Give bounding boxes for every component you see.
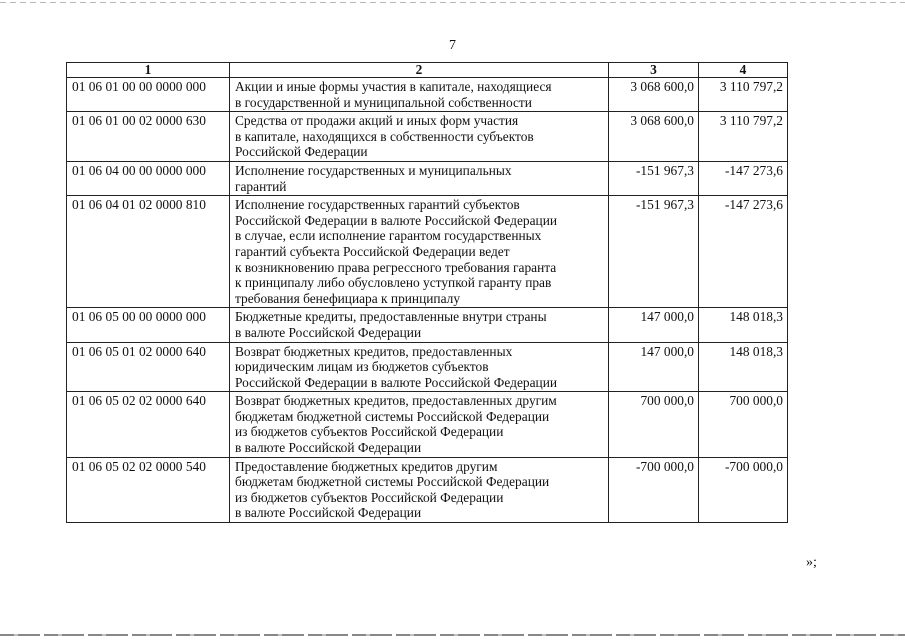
- closing-quote-mark: »;: [806, 555, 817, 570]
- row-value-col4: 3 110 797,2: [699, 78, 788, 112]
- row-value-col3: 3 068 600,0: [609, 78, 699, 112]
- header-col-3: 3: [609, 63, 699, 78]
- row-value-col3: -151 967,3: [609, 196, 699, 308]
- row-name-line: бюджетам бюджетной системы Российской Федерации: [235, 474, 550, 490]
- row-name-line: из бюджетов субъектов Российской Федерации: [235, 489, 504, 505]
- row-name: [230, 392, 609, 457]
- row-name-line: Акции и иные формы участия в капитале, находящиеся: [235, 79, 552, 94]
- row-code: 01 06 05 02 02 0000 540: [67, 457, 230, 522]
- row-value-col4: 148 018,3: [699, 308, 788, 342]
- row-code: 01 06 05 00 00 0000 000: [67, 308, 230, 342]
- row-name-line: Средства от продажи акций и иных форм участия: [235, 113, 519, 129]
- row-name-line: к возникновению права регрессного требования гаранта: [235, 259, 557, 275]
- row-value-col4: -700 000,0: [699, 457, 788, 522]
- row-name-line: Исполнение государственных гарантий субъектов: [235, 197, 520, 213]
- row-name: [230, 308, 609, 342]
- row-value-col3: 147 000,0: [609, 342, 699, 392]
- table-row: [67, 161, 788, 195]
- row-name: [230, 342, 609, 392]
- row-name-line: Российской Федерации: [235, 144, 368, 160]
- row-name: [230, 161, 609, 195]
- row-name-line: к принципалу либо обусловлено уступкой гаранту прав: [235, 275, 552, 291]
- row-name-line: Предоставление бюджетных кредитов другим: [235, 458, 498, 474]
- row-code: 01 06 05 01 02 0000 640: [67, 342, 230, 392]
- row-name-line: Российской Федерации в валюте Российской Федерации: [235, 374, 558, 390]
- table-row: [67, 78, 788, 112]
- table-row: [67, 342, 788, 392]
- header-col-4: 4: [699, 63, 788, 78]
- header-col-1: 1: [67, 63, 230, 78]
- row-name-line: юридическим лицам из бюджетов субъектов: [235, 359, 489, 375]
- row-code: 01 06 01 00 02 0000 630: [67, 112, 230, 162]
- row-code: 01 06 04 01 02 0000 810: [67, 196, 230, 308]
- row-name-line: в валюте Российской Федерации: [235, 440, 422, 456]
- row-name-line: Российской Федерации в валюте Российской Федерации: [235, 212, 558, 228]
- table-row: [67, 196, 788, 308]
- table-row: [67, 392, 788, 457]
- row-code: 01 06 04 00 00 0000 000: [67, 161, 230, 195]
- row-name: [230, 196, 609, 308]
- budget-sources-table: [66, 62, 788, 523]
- page-number: 7: [449, 38, 456, 53]
- row-name-line: гарантий субъекта Российской Федерации ведет: [235, 243, 510, 259]
- row-name: [230, 112, 609, 162]
- scan-edge-bottom: [0, 634, 905, 636]
- row-name-line: Возврат бюджетных кредитов, предоставленных другим: [235, 393, 557, 409]
- row-name-line: Бюджетные кредиты, предоставленные внутри страны: [235, 309, 547, 325]
- row-code: 01 06 01 00 00 0000 000: [67, 78, 230, 112]
- row-name-line: в случае, если исполнение гарантом государственных: [235, 228, 542, 244]
- table-row: [67, 457, 788, 522]
- row-name-line: в капитале, находящихся в собственности субъектов: [235, 128, 534, 144]
- row-value-col3: 700 000,0: [609, 392, 699, 457]
- table-row: [67, 308, 788, 342]
- row-value-col4: 3 110 797,2: [699, 112, 788, 162]
- table-body: [67, 78, 788, 523]
- row-name-line: бюджетам бюджетной системы Российской Федерации: [235, 408, 550, 424]
- row-name-line: Возврат бюджетных кредитов, предоставленных: [235, 343, 513, 359]
- table-header-row: [67, 63, 788, 78]
- row-value-col4: 148 018,3: [699, 342, 788, 392]
- row-name-line: в валюте Российской Федерации: [235, 505, 422, 521]
- row-code: 01 06 05 02 02 0000 640: [67, 392, 230, 457]
- row-value-col4: -147 273,6: [699, 196, 788, 308]
- row-name-line: требования бенефициара к принципалу: [235, 290, 461, 306]
- row-name-line: в государственной и муниципальной собственности: [235, 94, 532, 110]
- row-value-col4: 700 000,0: [699, 392, 788, 457]
- row-name-line: из бюджетов субъектов Российской Федерации: [235, 424, 504, 440]
- header-col-2: 2: [230, 63, 609, 78]
- row-value-col3: 147 000,0: [609, 308, 699, 342]
- row-value-col3: 3 068 600,0: [609, 112, 699, 162]
- row-name-line: гарантий: [235, 178, 287, 194]
- table-row: [67, 112, 788, 162]
- row-value-col3: -151 967,3: [609, 161, 699, 195]
- row-name: [230, 457, 609, 522]
- row-value-col4: -147 273,6: [699, 161, 788, 195]
- row-name-line: в валюте Российской Федерации: [235, 324, 422, 340]
- row-name: [230, 78, 609, 112]
- row-value-col3: -700 000,0: [609, 457, 699, 522]
- row-name-line: Исполнение государственных и муниципальных: [235, 162, 512, 178]
- scan-edge-top: [0, 2, 905, 3]
